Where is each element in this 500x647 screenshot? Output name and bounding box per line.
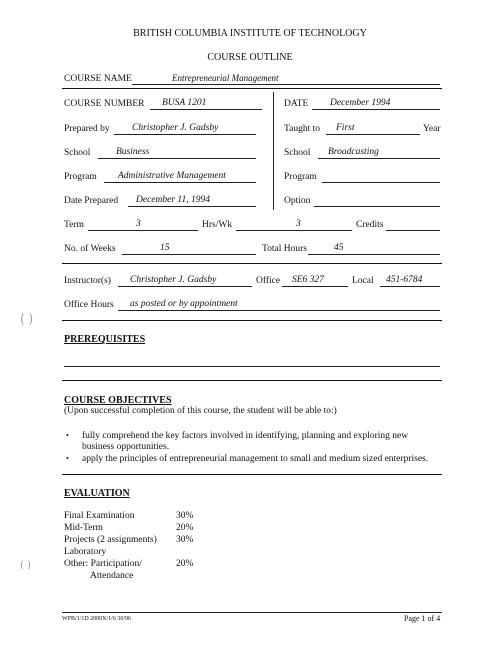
eval-value: 20% [176,523,194,533]
course-number-label: COURSE NUMBER [64,99,145,109]
credits-label: Credits [356,220,384,230]
instructor-value: Christopher J. Gadsby [130,275,217,285]
prerequisites-heading: PREREQUISITES [64,334,146,345]
term-value: 3 [136,219,141,229]
eval-label: Attendance [90,571,134,581]
eval-label: Laboratory [64,547,107,557]
office-label: Office [256,276,281,286]
course-number-value: BUSA 1201 [162,98,207,108]
total-hours-label: Total Hours [262,244,307,254]
option-label: Option [284,196,311,206]
eval-label: Projects (2 assignments) [64,535,157,545]
page-number: Page 1 of 4 [404,614,441,623]
bullet-icon: • [66,454,69,463]
bullet-icon: • [66,431,69,440]
footer-code: WPB/1/1D 2000X/1/6 30/96 [62,616,132,622]
institute-name: BRITISH COLUMBIA INSTITUTE OF TECHNOLOGY [133,28,367,39]
objective-item: apply the principles of entrepreneurial management to small and medium sized enterprises. [82,454,429,464]
school-left-label: School [64,148,91,158]
office-hours-value: as posted or by appointment [130,299,238,309]
binder-hole-icon: ( ) [20,312,34,326]
program-right-label: Program [284,172,317,182]
weeks-value: 15 [160,243,170,253]
eval-value: 20% [176,559,194,569]
course-name-value: Entrepreneurial Management [172,73,279,83]
program-left-value: Administrative Management [118,171,226,181]
prepared-by-value: Christopher J. Gadsby [132,123,219,133]
eval-label: Mid-Term [64,523,103,533]
program-left-label: Program [64,172,97,182]
hrs-wk-value: 3 [296,219,301,229]
school-right-value: Broadcasting [328,147,379,157]
office-hours-label: Office Hours [64,300,114,310]
local-label: Local [352,276,374,286]
date-value: December 1994 [330,98,391,108]
date-label: DATE [284,99,309,109]
school-left-value: Business [116,147,150,157]
taught-to-label: Taught to [284,124,321,134]
hrs-wk-label: Hrs/Wk [202,220,233,230]
local-value: 451-6784 [386,275,423,285]
total-hours-value: 45 [334,243,344,253]
date-prepared-label: Date Prepared [64,196,119,206]
year-label: Year [423,124,441,134]
course-name-label: COURSE NAME [64,74,132,84]
objective-item: business opportunities. [82,442,170,452]
eval-label: Final Examination [64,511,135,521]
document-title: COURSE OUTLINE [207,52,293,63]
eval-label: Other: Participation/ [64,559,142,569]
school-right-label: School [284,148,311,158]
objective-item: fully comprehend the key factors involved in identifying, planning and exploring new [82,431,409,441]
binder-hole-icon: ( ) [20,560,31,571]
evaluation-heading: EVALUATION [64,488,130,499]
objectives-intro: (Upon successful completion of this course, the student will be able to:) [64,406,337,416]
prepared-by-label: Prepared by [64,124,110,134]
instructor-label: Instructor(s) [64,276,111,286]
date-prepared-value: December 11, 1994 [136,195,210,205]
objectives-heading: COURSE OBJECTIVES [64,395,172,406]
eval-value: 30% [176,511,194,521]
office-value: SE6 327 [292,275,324,285]
weeks-label: No. of Weeks [64,244,116,254]
taught-to-value: First [336,123,355,133]
eval-value: 30% [176,535,194,545]
term-label: Term [64,220,84,230]
